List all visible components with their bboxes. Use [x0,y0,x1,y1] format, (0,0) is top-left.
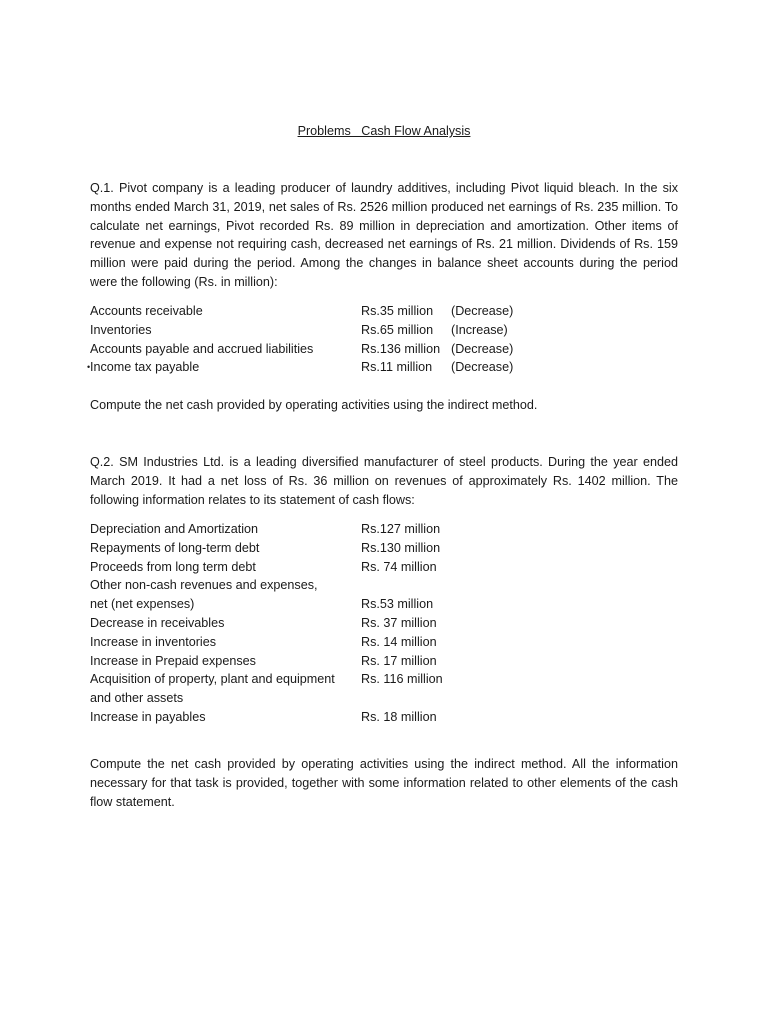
row-change: (Increase) [451,322,508,337]
question-2-text: Q.2. SM Industries Ltd. is a leading diversified manufacturer of steel products. During the year ended March 2019. It had a net loss of Rs. 36 million on revenues of approximately Rs. 1402 million. The following information relates to its statement of cash flows: [90,455,678,507]
row-label: Increase in payables [90,709,206,724]
row-label: Proceeds from long term debt [90,559,256,574]
row-label: Decrease in receivables [90,615,225,630]
table-row [90,539,678,558]
row-amount: Rs.136 million [361,341,441,356]
table-row [90,321,678,340]
table-row [90,302,678,321]
row-amount: Rs. 14 million [361,634,437,649]
table-row [90,633,678,652]
row-label: net (net expenses) [90,597,195,612]
row-label: Accounts payable and accrued liabilities [90,341,314,356]
question-1-compute-text: Compute the net cash provided by operating activities using the indirect method. [90,398,538,412]
table-row [90,595,678,614]
row-label: Increase in inventories [90,634,217,649]
table-row [90,576,678,595]
row-amount: Rs.65 million [361,322,434,337]
table-row [90,520,678,539]
row-label: Acquisition of property, plant and equipment [90,672,335,687]
table-row [87,358,678,377]
row-label: Inventories [90,322,152,337]
question-2-instruction [90,755,678,811]
row-amount: Rs. 37 million [361,615,437,630]
row-amount: Rs.130 million [361,540,441,555]
row-label: Increase in Prepaid expenses [90,653,256,668]
table-row [90,614,678,633]
row-label: Accounts receivable [90,304,203,318]
question-1-table [87,302,678,377]
question-2-table [90,520,678,727]
row-amount: Rs. 74 million [361,559,437,574]
row-label: Repayments of long-term debt [90,540,260,555]
row-amount: Rs.127 million [361,522,441,536]
question-1 [90,179,678,292]
question-2-compute-text: Compute the net cash provided by operating activities using the indirect method. All the information necessary for that task is provided, together with some information related to other elements of the cash flow statement. [90,757,678,809]
row-amount: Rs. 116 million [361,672,443,687]
row-change: (Decrease) [451,360,514,375]
document-title: Problems Cash Flow Analysis [297,124,471,138]
row-change: (Decrease) [451,304,514,318]
table-row [90,558,678,577]
row-amount: Rs.53 million [361,597,434,612]
row-amount: Rs. 18 million [361,709,437,724]
table-row [90,670,678,689]
row-label: Other non-cash revenues and expenses, [90,578,318,593]
table-row [90,340,678,359]
bullet-mark: • [87,362,91,373]
row-amount: Rs.11 million [361,360,433,375]
row-amount: Rs.35 million [361,304,434,318]
table-row [90,652,678,671]
row-label: and other assets [90,691,184,706]
question-2 [90,453,678,509]
row-label: Income tax payable [90,360,200,375]
row-change: (Decrease) [451,341,514,356]
row-amount: Rs. 17 million [361,653,437,668]
question-1-instruction [90,396,678,415]
question-1-text: Q.1. Pivot company is a leading producer of laundry additives, including Pivot liquid bleach. In the six months ended March 31, 2019, net sales of Rs. 2526 million produced net earnings of Rs. 235 million. To calculate net earnings, Pivot recorded Rs. 89 million in depreciation and amortization. Other items of revenue and expense not requiring cash, decreased net earnings of Rs. 21 million. Dividends of Rs. 159 million were paid during the period. Among the changes in balance sheet accounts during the period were the following (Rs. in million): [90,181,678,289]
row-label: Depreciation and Amortization [90,522,259,536]
table-row [90,708,678,727]
table-row [90,689,678,708]
